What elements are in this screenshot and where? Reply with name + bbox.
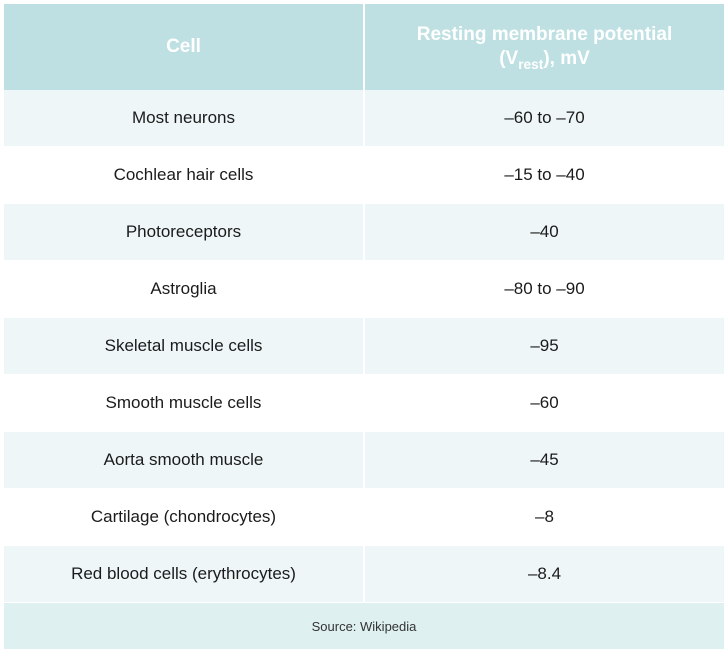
cell-name: Cochlear hair cells <box>4 147 364 204</box>
resting-membrane-potential-table <box>4 4 724 649</box>
cell-value: –40 <box>364 204 724 261</box>
table-footer <box>4 603 724 649</box>
cell-value: –8.4 <box>364 546 724 603</box>
table-row <box>4 261 724 318</box>
header-v-prefix: (V <box>499 48 518 69</box>
header-row <box>4 4 724 90</box>
cell-value: –8 <box>364 489 724 546</box>
cell-value: –60 to –70 <box>364 90 724 147</box>
table-row <box>4 546 724 603</box>
cell-name: Most neurons <box>4 90 364 147</box>
table-row <box>4 90 724 147</box>
column-header-resting-potential <box>364 4 724 90</box>
table-row <box>4 375 724 432</box>
cell-name: Photoreceptors <box>4 204 364 261</box>
table-row <box>4 432 724 489</box>
header-v-subscript: rest <box>518 57 543 72</box>
header-line-2 <box>373 47 716 71</box>
cell-name: Cartilage (chondrocytes) <box>4 489 364 546</box>
table-row <box>4 204 724 261</box>
cell-name: Skeletal muscle cells <box>4 318 364 375</box>
header-line-1: Resting membrane potential <box>417 24 673 45</box>
cell-value: –45 <box>364 432 724 489</box>
cell-value: –60 <box>364 375 724 432</box>
cell-value: –95 <box>364 318 724 375</box>
cell-name: Astroglia <box>4 261 364 318</box>
table-row <box>4 147 724 204</box>
table-row <box>4 489 724 546</box>
column-header-cell: Cell <box>4 4 364 90</box>
footer-row <box>4 603 724 649</box>
table-body <box>4 90 724 603</box>
table-header <box>4 4 724 90</box>
cell-name: Red blood cells (erythrocytes) <box>4 546 364 603</box>
cell-value: –80 to –90 <box>364 261 724 318</box>
table-row <box>4 318 724 375</box>
cell-value: –15 to –40 <box>364 147 724 204</box>
cell-name: Aorta smooth muscle <box>4 432 364 489</box>
header-v-suffix: ), mV <box>543 48 589 69</box>
source-note: Source: Wikipedia <box>4 603 724 649</box>
cell-name: Smooth muscle cells <box>4 375 364 432</box>
